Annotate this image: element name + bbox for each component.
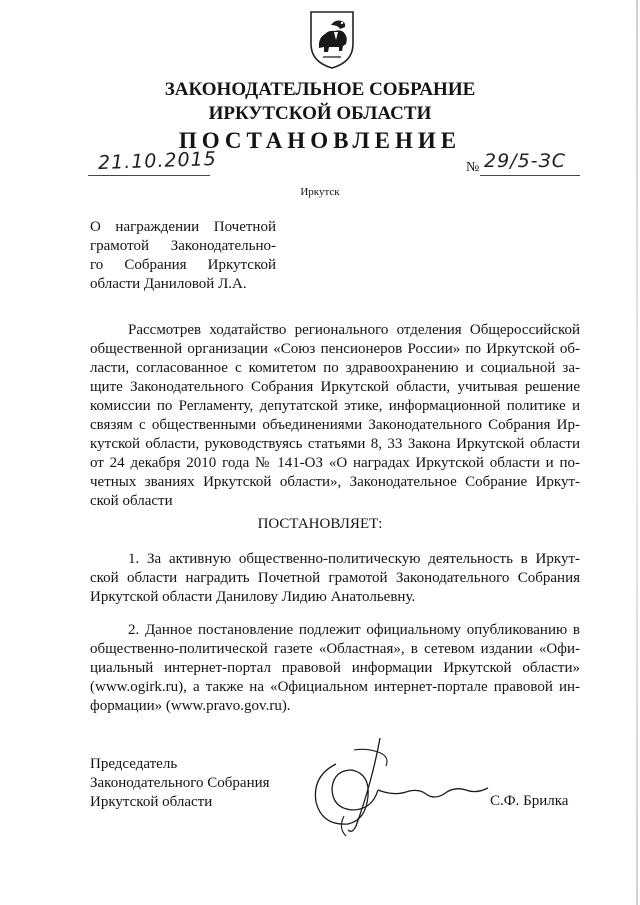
subject-heading (90, 218, 276, 294)
text-line: ласти, согласованное с комитетом по здравоохранению и социальной за- (90, 360, 580, 376)
text-line: четных званиях Иркутской области», Законодательное Собрание Иркут- (90, 474, 580, 490)
subject-line: грамотой Законодательно- (90, 238, 276, 254)
item-1-paragraph (90, 550, 580, 607)
text-line: ской области наградить Почетной грамотой Законодательного Собрания (90, 570, 580, 586)
org-title-line1: ЗАКОНОДАТЕЛЬНОЕ СОБРАНИЕ (164, 79, 476, 100)
text-line: (www.ogirk.ru), а также на «Официальном интернет-портале правовой ин- (90, 679, 580, 695)
subject-line: О награждении Почетной (90, 219, 276, 235)
text-line: Иркутской области Данилову Лидию Анатольевну. (90, 589, 416, 605)
signatory-name: С.Ф. Брилка (490, 793, 569, 809)
signatory-title-line: Законодательного Собрания (90, 775, 270, 791)
date-underline (88, 175, 210, 176)
text-line: формации» (www.pravo.gov.ru). (90, 698, 291, 714)
text-line: 2. Данное постановление подлежит официальному опубликованию в (128, 622, 580, 638)
number-label: № (466, 160, 480, 175)
preamble-paragraph (90, 321, 580, 511)
number-underline (480, 175, 580, 176)
text-line: Рассмотрев ходатайство регионального отделения Общероссийской (128, 322, 580, 338)
text-line: ской области (90, 493, 173, 509)
text-line: общественной организации «Союз пенсионеров России» по Иркутской об- (90, 341, 580, 357)
signatory-title-line: Председатель (90, 756, 178, 772)
org-title-line2: ИРКУТСКОЙ ОБЛАСТИ (208, 103, 432, 124)
handwritten-signature-icon (308, 730, 498, 840)
text-line: комиссии по Регламенту, депутатской этике, информационной политике и (90, 398, 580, 414)
city: Иркутск (300, 186, 340, 198)
item-2-paragraph (90, 621, 580, 716)
document-number: 29/5-ЗС (484, 150, 566, 172)
text-line: связям с общественными объединениями Законодательного Собрания Ир- (90, 417, 580, 433)
document-type: ПОСТАНОВЛЕНИЕ (178, 128, 462, 153)
resolves-heading: ПОСТАНОВЛЯЕТ: (257, 516, 383, 532)
subject-line: го Собрания Иркутской (90, 257, 276, 273)
text-line: общественно-политической газете «Областная», в сетевом издании «Офи- (90, 641, 580, 657)
text-line: 1. За активную общественно-политическую деятельность в Иркут- (128, 551, 580, 567)
text-line: от 24 декабря 2010 года № 141-ОЗ «О наградах Иркутской области и по- (90, 455, 580, 471)
text-line: кутской области, руководствуясь статьями 8, 33 Закона Иркутской области (90, 436, 580, 452)
signatory-title-line: Иркутской области (90, 794, 213, 810)
text-line: циальный интернет-портал правовой информации Иркутской области» (90, 660, 580, 676)
signatory-title (90, 755, 270, 812)
subject-line: области Даниловой Л.А. (90, 276, 247, 292)
text-line: щите Законодательного Собрания Иркутской области, учитывая решение (90, 379, 580, 395)
document-date: 21.10.2015 (97, 147, 218, 175)
coat-of-arms-icon (309, 10, 355, 70)
